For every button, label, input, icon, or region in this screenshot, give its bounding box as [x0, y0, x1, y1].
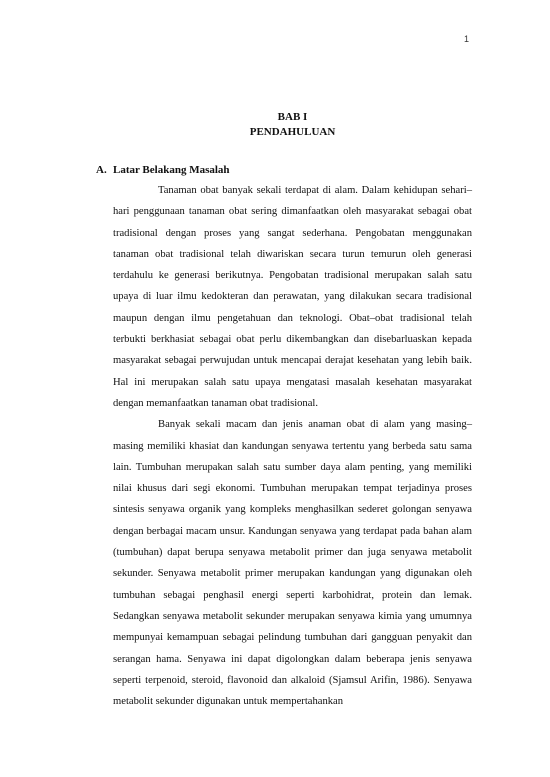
section-heading: [96, 164, 230, 176]
body-text: [113, 180, 472, 712]
chapter-number: BAB I: [277, 111, 308, 123]
chapter-title: PENDAHULUAN: [249, 126, 336, 138]
section-title: Latar Belakang Masalah: [113, 164, 230, 176]
paragraph-1: Tanaman obat banyak sekali terdapat di alam. Dalam kehidupan sehari–hari penggunaan tanaman obat sering dimanfaatkan oleh masyarakat sebagai obat tradisional dengan proses yang sangat sederhana. Pengobatan menggunakan tanaman obat tradisional telah diwariskan secara turun temurun oleh generasi terdahulu ke generasi berikutnya. Pengobatan tradisional merupakan salah satu upaya di luar ilmu kedokteran dan perawatan, yang dilakukan secara tradisional maupun dengan ilmu pengetahuan dan teknologi. Obat–obat tradisional telah terbukti berkhasiat sebagai obat perlu dikembangkan dan disebarluaskan kepada masyarakat sebagai perwujudan untuk mencapai derajat kesehatan yang lebih baik. Hal ini merupakan salah satu upaya mengatasi masalah kesehatan masyarakat dengan memanfaatkan tanaman obat tradisional.: [113, 185, 472, 409]
paragraph-2: Banyak sekali macam dan jenis anaman obat di alam yang masing–masing memiliki khasiat dan kandungan senyawa tertentu yang berbeda satu sama lain. Tumbuhan merupakan salah satu sumber daya alam penting, yang memiliki nilai khusus dari segi ekonomi. Tumbuhan merupakan tempat terjadinya proses sintesis senyawa organik yang kompleks menghasilkan sederet golongan senyawa dengan berbagai macam unsur. Kandungan senyawa yang terdapat pada bahan alam (tumbuhan) dapat berupa senyawa metabolit primer dan juga senyawa metabolit sekunder. Senyawa metabolit primer merupakan kandungan yang digunakan oleh tumbuhan sebagai penghasil energi seperti karbohidrat, protein dan lemak. Sedangkan senyawa metabolit sekunder merupakan senyawa kimia yang umumnya mempunyai kemampuan sebagai pelindung tumbuhan dari gangguan penyakit dan serangan hama. Senyawa ini dapat digolongkan dalam beberapa jenis senyawa seperti terpenoid, steroid, flavonoid dan alkaloid (Sjamsul Arifin, 1986). Senyawa metabolit sekunder digunakan untuk mempertahankan: [113, 419, 472, 708]
page-number: 1: [463, 34, 469, 44]
section-label: A.: [96, 164, 107, 176]
